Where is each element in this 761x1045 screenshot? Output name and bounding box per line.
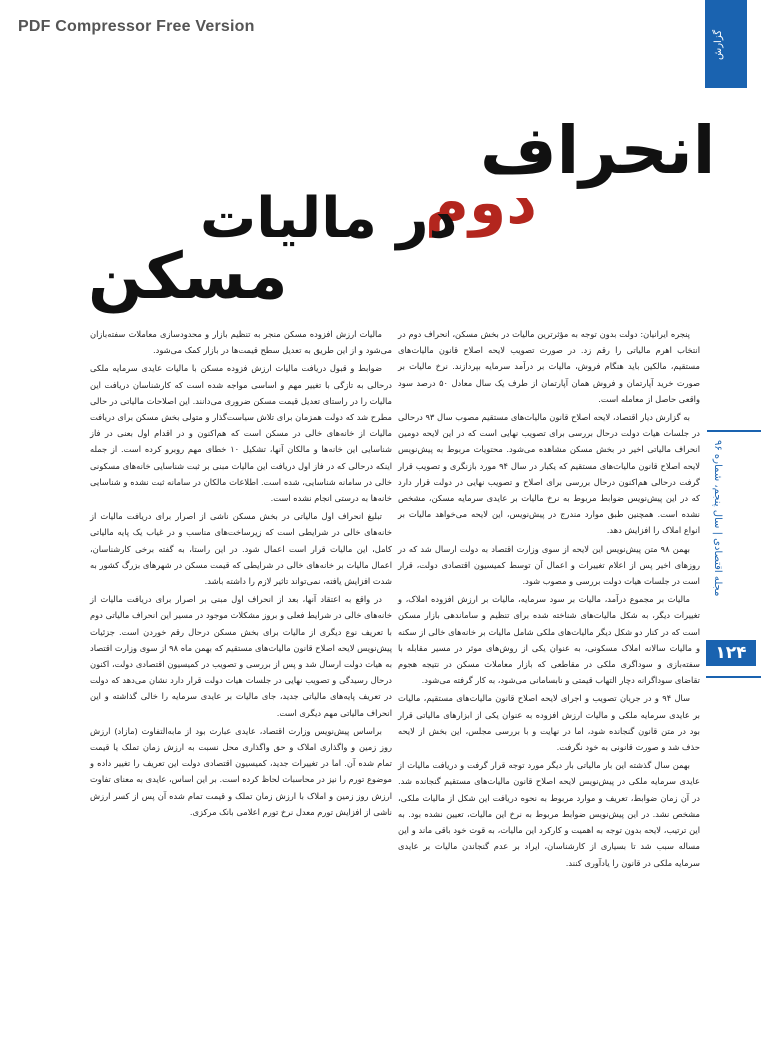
- paragraph: در واقع به اعتقاد آنها، بعد از انحراف اول مبنی بر اصرار برای دریافت مالیات از خانه‌های خالی در شرایط فعلی و بروز مشکلات موجود در مسیر این انحراف مالیاتی دوم با تعریف نوع دیگری از مالیات برای بخش مسکن درحال رقم خوردن است. جزئیات پیش‌نویس لایحه اصلاح قانون مالیات‌های مستقیم که بهمن ماه ۹۸ از سوی وزارت اقتصاد به هیات دولت ارسال شد و پس از بررسی و تصویب در کمیسیون اقتصادی دولت، اکنون درحال رسیدگی و تصویب نهایی در جلسات هیات دولت قرار دارد نشان می‌دهد که دولت در تعریف پایه‌های مالیاتی جدید، جای مالیات بر عایدی سرمایه را خالی گذاشته و این انحراف مالیاتی مهم دیگری است.: [90, 594, 392, 718]
- journal-running-head: [712, 440, 752, 630]
- paragraph: براساس پیش‌نویس وزارت اقتصاد، عایدی عبارت بود از مابه‌التفاوت (مازاد) ارزش روز زمین و واگذاری املاک و حق واگذاری محل نسبت به ارزش زمان تملک یا قیمت تمام شده آن. اما در تغییرات جدید، کمیسیون اقتصادی دولت این تعریف را تغییر داده و موضوع تورم را نیز در محاسبات لحاظ کرده است. بر این اساس، عایدی به معنای تفاوت ارزش روز زمین و املاک با ارزش زمان تملک و قیمت تمام شده آن پس از کسر ارزش ناشی از افزایش تورم معدل نرخ تورم اعلامی بانک مرکزی.: [90, 725, 392, 817]
- title-line-4: مسکن: [88, 240, 288, 314]
- paragraph: تبلیغ انحراف اول مالیاتی در بخش مسکن ناشی از اصرار برای دریافت مالیات از خانه‌های خالی در شرایطی است که زیرساخت‌های مناسب و در غیاب یک پایه مالیاتی کامل، این مالیات قرار است اعمال شود. در این راستا، به گفته برخی کارشناسان، اعمال مالیات بر خانه‌های خالی در شرایطی که قیمت مسکن در شهرهای بزرگ کشور به شدت افزایش یافته، نمی‌تواند تاثیر لازم را داشته باشد.: [90, 511, 392, 587]
- section-tab: [705, 0, 747, 88]
- section-label: گزارش: [713, 29, 724, 61]
- paragraph: پنجره ایرانیان: دولت بدون توجه به مؤثرترین مالیات در بخش مسکن، انحراف دوم در انتخاب اهرم مالیاتی را رقم زد. در صورت تصویب لایحه اصلاح قانون مالیات‌های مستقیم، مالکین باید هنگام فروش، مالیات بر درآمد سرمایه بپردازند. نرخ مالیات بر صورت خرید آپارتمان و فروش همان آپارتمان از طرف یک سال معادل ۵۰ درصد سود واقعی حاصل از معامله است.: [398, 329, 700, 404]
- paragraph: مالیات بر مجموع درآمد، مالیات بر سود سرمایه، مالیات بر ارزش افزوده املاک، و تغییرات دیگر، به شکل مالیات‌های شناخته شده برای تنظیم و ساماندهی بازار مسکن است که در کنار دو شکل دیگر مالیات‌های ملکی شامل مالیات بر خانه‌های خالی از سکنه و مالیات سالانه املاک مسکونی، به عنوان یکی از روش‌های موثر در مسیر مقابله با سفته‌بازی و سوداگری ملکی در مقاطعی که بازار معاملات مسکن در نتیجه هجوم تقاضای سوداگرانه دچار التهاب قیمتی و نابسامانی می‌شود، به کار گرفته می‌شود.: [398, 594, 700, 686]
- paragraph: مالیات ارزش افزوده مسکن منجر به تنظیم بازار و محدودسازی معاملات سفته‌بازان می‌شود و از این طریق به تعدیل سطح قیمت‌ها در بازار کمک می‌شود.: [90, 329, 392, 356]
- page-divider: [706, 676, 761, 678]
- paragraph: بهمن ۹۸ متن پیش‌نویس این لایحه از سوی وزارت اقتصاد به دولت ارسال شد که در روزهای اخیر پس از اعلام تغییرات و اعمال آن توسط کمیسیون اقتصادی دولت، قرار است در جلسات هیات دولت بررسی و مصوب شود.: [398, 543, 700, 587]
- page-number: ۱۲۴: [706, 640, 756, 666]
- journal-line: مجله اقتصادی | سال پنجم، شماره ۹۶: [712, 440, 723, 597]
- paragraph: سال ۹۴ و در جریان تصویب و اجرای لایحه اصلاح قانون مالیات‌های مستقیم، مالیات بر عایدی سرمایه ملکی و مالیات ارزش افزوده به عنوان یکی از ابزارهای مالیاتی قرار بود در متن قانون گنجانده شود، اما در نهایت و با بررسی مجلس، این بخش از لایحه حذف شد و صورت قانونی به خود نگرفت.: [398, 693, 700, 753]
- title-line-3: در مالیات: [200, 186, 458, 251]
- watermark-text: PDF Compressor Free Version: [18, 18, 255, 35]
- body-column-left: [90, 326, 392, 822]
- title-line-2: دوم: [425, 168, 538, 238]
- title-line-1: انحراف: [480, 112, 716, 189]
- paragraph: به گزارش دیار اقتصاد، لایحه اصلاح قانون مالیات‌های مستقیم مصوب سال ۹۳ درحالی در جلسات هیات دولت درحال بررسی برای تصویب نهایی است که در این لایحه دومین انحراف مالیاتی اخیر در بخش مسکن مشاهده می‌شود. محتویات مربوط به پیش‌نویس لایحه اصلاح قانون مالیات‌های مستقیم که یکبار در سال ۹۴ مورد بازنگری و تصویب قرار گرفت درحالی هم‌اکنون درحال بررسی برای اصلاح و تصویب نهایی در دولت قرار دارد که در این پیش‌نویس ضوابط مربوط به نرخ مالیات بر عایدی سرمایه مسکن، مشخص نشده است. همچنین طبق موارد مندرج در پیش‌نویس، این لایحه می‌خواهد مالیات بر انواع املاک را افزایش دهد.: [398, 412, 700, 536]
- side-divider: [707, 430, 761, 432]
- body-column-right: [398, 326, 700, 873]
- paragraph: ضوابط و قبول دریافت مالیات ارزش فزوده مسکن با مالیات عایدی سرمایه ملکی درحالی به تازگی با تغییر مهم و اساسی مواجه شده است که کارشناسان دریافت این مالیات را در راستای تعدیل قیمت مسکن ضروری می‌دانند. این اصلاحات مالیاتی در حالی مطرح شد که دولت همزمان برای تلاش سیاست‌گذار و متولی بخش مسکن برای دریافت مالیات از خانه‌های خالی در مسکن است که هم‌اکنون و در اقدام اول بعنی در فاز شناسایی این خانه‌ها و مالکان آنها، تشکیل ۱۰ خطای مهم روبرو کرده است. از جمله اینکه درحالی که در فاز اول دریافت این مالیات مبنی بر ثبت شناسایی خانه‌های مسکونی خالی در سامانه شناسایی، شده است. اطلاعات مالکان در سامانه ثبت نشده و شناسایی خانه‌ها به درستی انجام نشده است.: [90, 363, 392, 504]
- paragraph: بهمن سال گذشته این بار مالیاتی بار دیگر مورد توجه قرار گرفت و دریافت مالیات از عایدی سرمایه ملکی در پیش‌نویس لایحه اصلاح قانون مالیات‌های مستقیم گنجانده شد. در آن زمان ضوابط، تعریف و موارد مربوط به نحوه دریافت این شکل از مالیات ملکی، مشخص نشد. در این پیش‌نویس ضوابط مربوط به نرخ این مالیات، تعیین نشده بود. به این ترتیب، لایحه بدون توجه به اهمیت و کارکرد این مالیات، به قوت خود باقی ماند و این مساله سبب شد تا بسیاری از کارشناسان، ایراد بر عدم گنجاندن مالیات بر عایدی سرمایه ملکی در قانون را یادآوری کنند.: [398, 760, 700, 868]
